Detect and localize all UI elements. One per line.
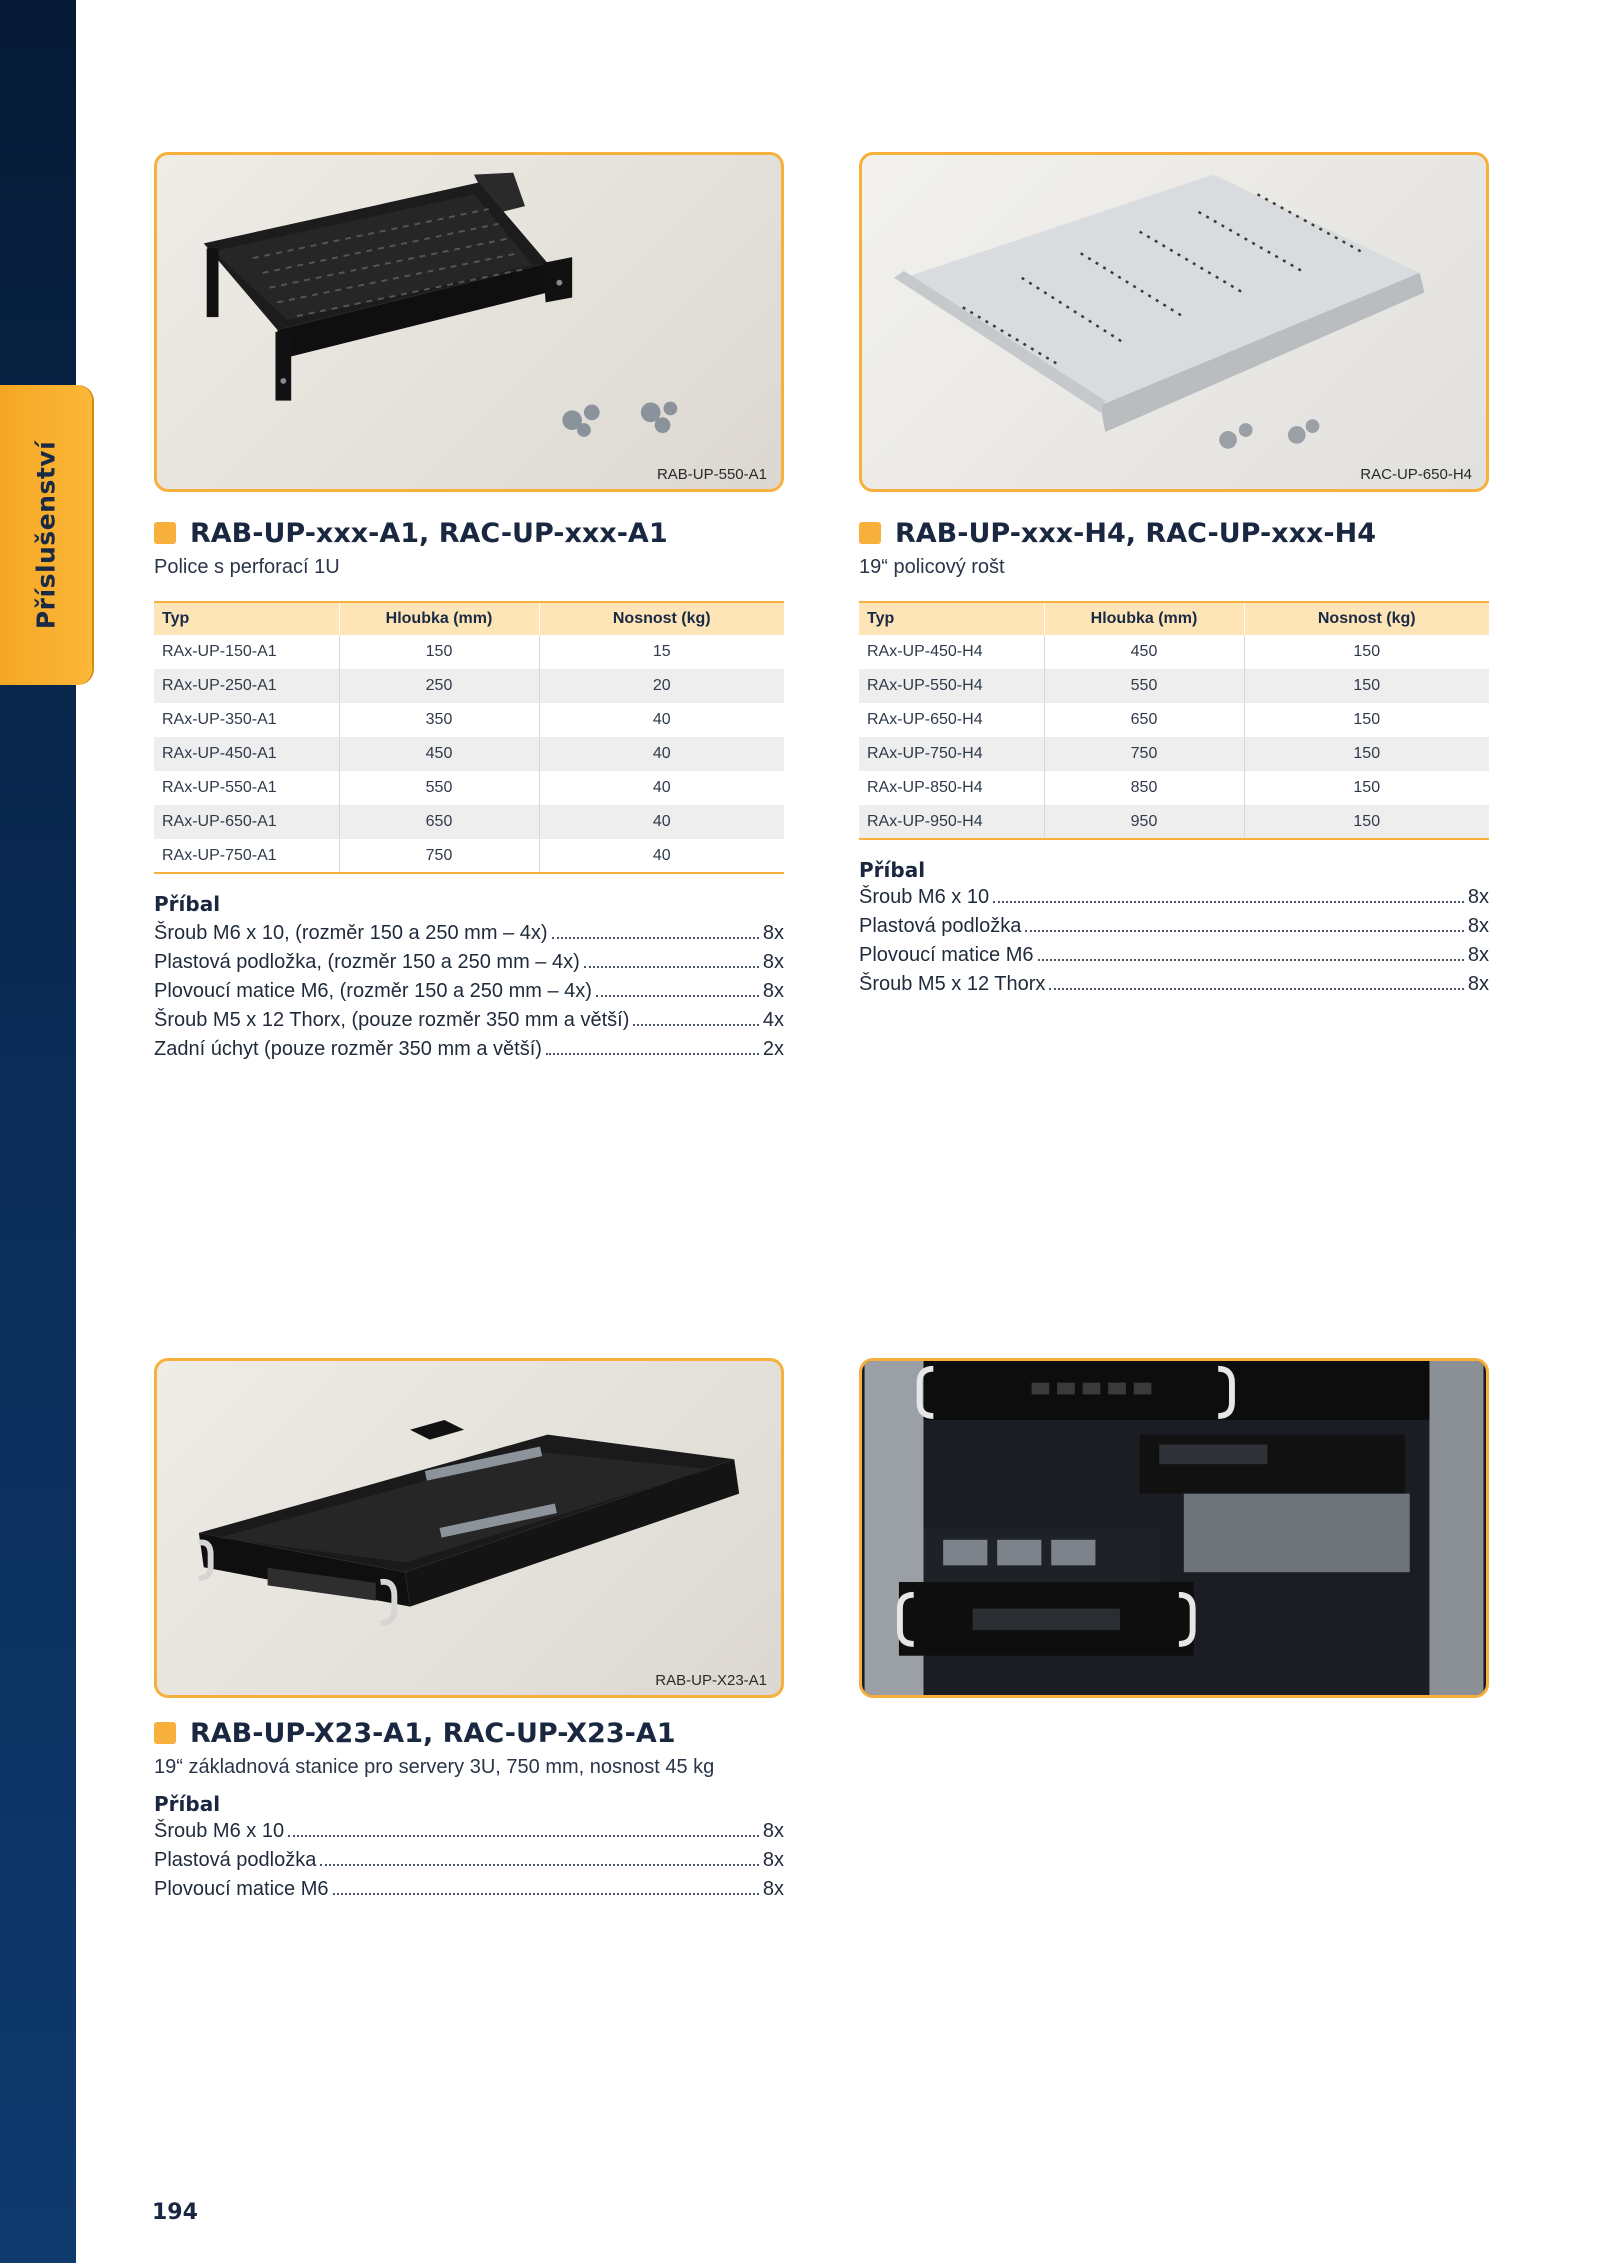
- page-number: 194: [152, 2200, 198, 2225]
- image-caption: RAC-UP-650-H4: [1360, 466, 1472, 483]
- product-image-x23: [154, 1358, 784, 1698]
- table-row: RAx-UP-550-H4 550 150: [859, 669, 1489, 703]
- spec-table-h4: [859, 601, 1489, 840]
- spec-table-a1: [154, 601, 784, 874]
- col-header-capacity: Nosnost (kg): [539, 602, 784, 635]
- contents-heading-x23: Příbal: [154, 1792, 221, 1816]
- list-item: Šroub M5 x 12 Thorx, (pouze rozměr 350 mm a větší) 4x: [154, 1009, 784, 1031]
- rack-installation-illustration: [862, 1361, 1486, 1695]
- image-caption: RAB-UP-X23-A1: [655, 1672, 767, 1689]
- bullet-square-icon: [154, 522, 176, 544]
- product-title-h4: [859, 518, 1376, 549]
- col-header-depth: Hloubka (mm): [339, 602, 539, 635]
- list-item: Šroub M6 x 10, (rozměr 150 a 250 mm – 4x) 8x: [154, 922, 784, 944]
- product-image-shelf-h4: [859, 152, 1489, 492]
- table-row: RAx-UP-450-A1 450 40: [154, 737, 784, 771]
- product-subtitle-h4: 19“ policový rošt: [859, 556, 1005, 578]
- list-item: Plastová podložka 8x: [859, 915, 1489, 937]
- contents-heading-h4: Příbal: [859, 858, 926, 882]
- table-row: RAx-UP-950-H4 950 150: [859, 805, 1489, 839]
- list-item: Plovoucí matice M6, (rozměr 150 a 250 mm – 4x) 8x: [154, 980, 784, 1002]
- product-title-text: RAB-UP-xxx-H4, RAC-UP-xxx-H4: [895, 518, 1377, 549]
- product-title-a1: [154, 518, 668, 549]
- section-label: Příslušenství: [31, 440, 61, 630]
- bullet-square-icon: [154, 1722, 176, 1744]
- contents-heading-a1: Příbal: [154, 892, 221, 916]
- image-caption: RAB-UP-550-A1: [656, 466, 767, 483]
- table-row: RAx-UP-250-A1 250 20: [154, 669, 784, 703]
- list-item: Šroub M5 x 12 Thorx 8x: [859, 973, 1489, 995]
- col-header-depth: Hloubka (mm): [1044, 602, 1244, 635]
- table-row: RAx-UP-350-A1 350 40: [154, 703, 784, 737]
- product-subtitle-a1: Police s perforací 1U: [154, 556, 340, 578]
- product-image-rack-installed: [859, 1358, 1489, 1698]
- product-subtitle-x23: 19“ základnová stanice pro servery 3U, 750 mm, nosnost 45 kg: [154, 1756, 715, 1778]
- table-row: RAx-UP-550-A1 550 40: [154, 771, 784, 805]
- table-row: RAx-UP-650-H4 650 150: [859, 703, 1489, 737]
- grey-shelf-illustration: [862, 155, 1486, 489]
- server-tray-illustration: [157, 1361, 781, 1695]
- product-title-text: RAB-UP-X23-A1, RAC-UP-X23-A1: [190, 1718, 676, 1749]
- contents-list-h4: [859, 886, 1489, 1002]
- col-header-type: Typ: [154, 602, 339, 635]
- list-item: Šroub M6 x 10 8x: [154, 1820, 784, 1842]
- side-band: [0, 0, 76, 2263]
- product-title-x23: [154, 1718, 676, 1749]
- list-item: Plastová podložka 8x: [154, 1849, 784, 1871]
- contents-list-a1: [154, 922, 784, 1067]
- contents-list-x23: [154, 1820, 784, 1907]
- black-shelf-illustration: [157, 155, 781, 489]
- table-row: RAx-UP-750-H4 750 150: [859, 737, 1489, 771]
- table-row: RAx-UP-750-A1 750 40: [154, 839, 784, 873]
- list-item: Plovoucí matice M6 8x: [154, 1878, 784, 1900]
- list-item: Plovoucí matice M6 8x: [859, 944, 1489, 966]
- section-tab: [0, 385, 92, 685]
- list-item: Šroub M6 x 10 8x: [859, 886, 1489, 908]
- product-title-text: RAB-UP-xxx-A1, RAC-UP-xxx-A1: [190, 518, 668, 549]
- table-row: RAx-UP-450-H4 450 150: [859, 635, 1489, 669]
- list-item: Plastová podložka, (rozměr 150 a 250 mm – 4x) 8x: [154, 951, 784, 973]
- col-header-type: Typ: [859, 602, 1044, 635]
- table-row: RAx-UP-650-A1 650 40: [154, 805, 784, 839]
- product-image-shelf-a1: [154, 152, 784, 492]
- table-row: RAx-UP-150-A1 150 15: [154, 635, 784, 669]
- bullet-square-icon: [859, 522, 881, 544]
- col-header-capacity: Nosnost (kg): [1244, 602, 1489, 635]
- table-row: RAx-UP-850-H4 850 150: [859, 771, 1489, 805]
- list-item: Zadní úchyt (pouze rozměr 350 mm a větší) 2x: [154, 1038, 784, 1060]
